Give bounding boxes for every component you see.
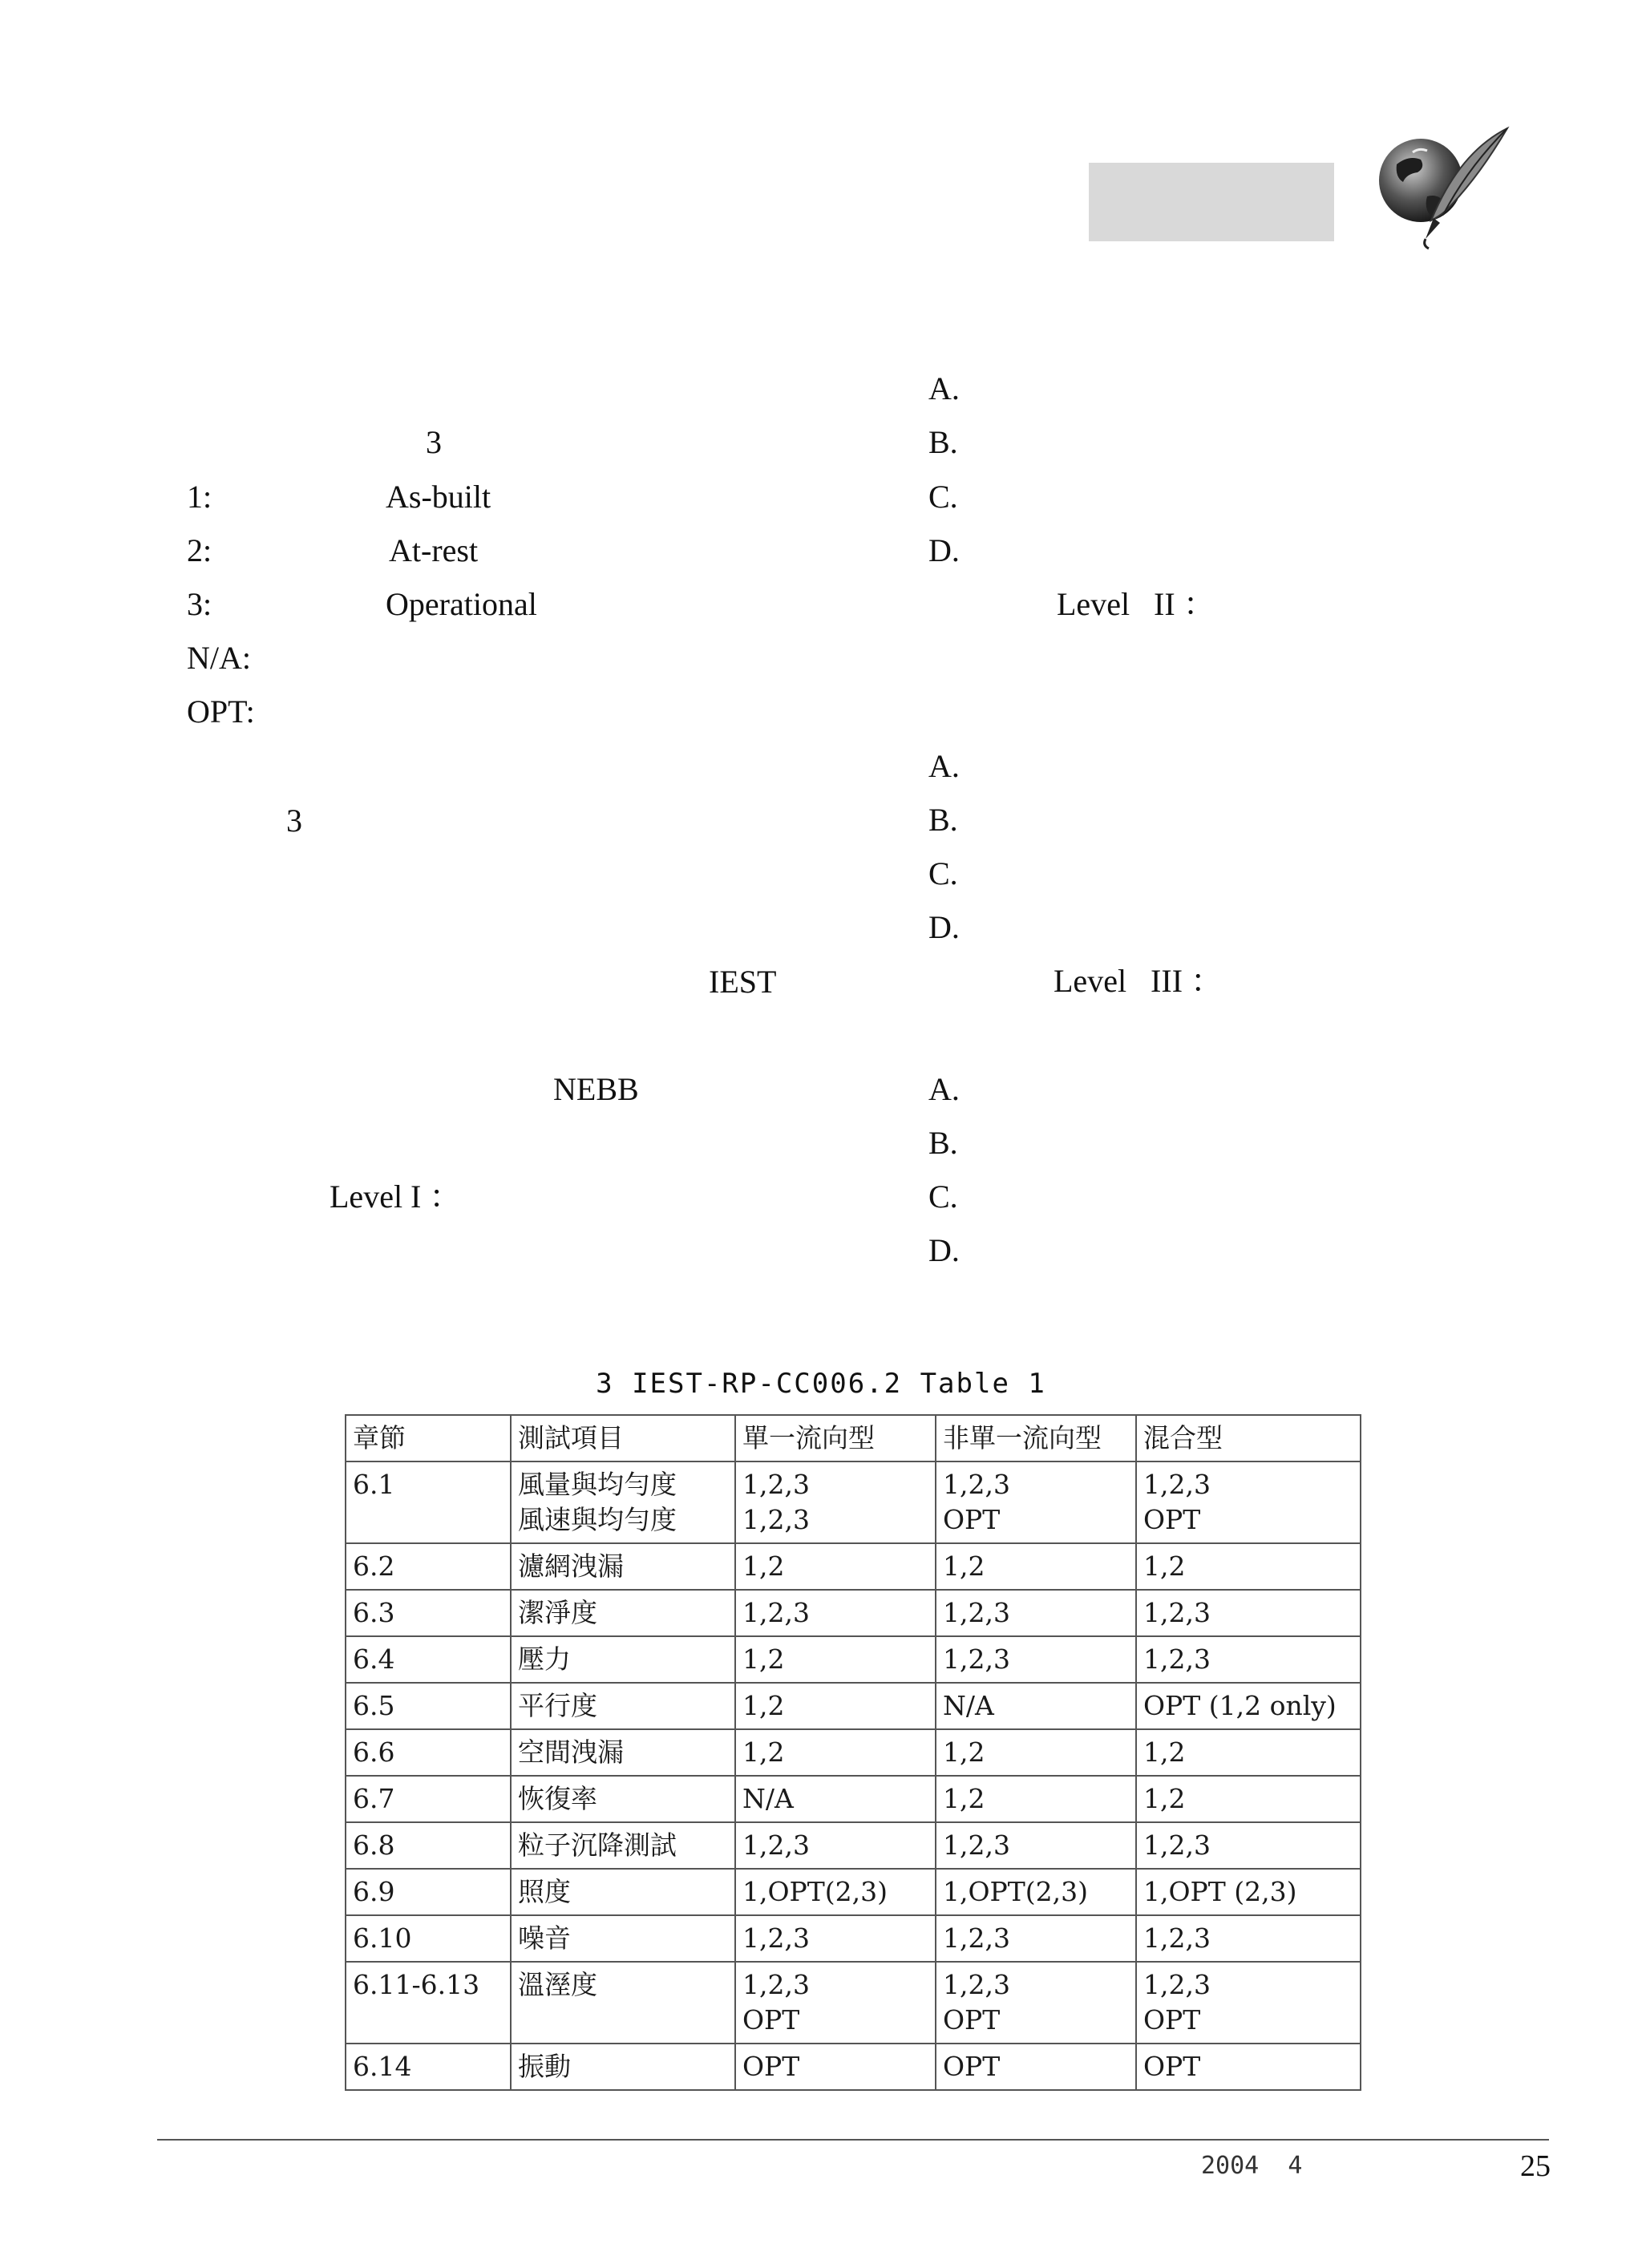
cell-unidirectional — [735, 1636, 936, 1683]
cell-text: OPT — [943, 2004, 1001, 2036]
list-item: B. — [928, 1125, 958, 1161]
cell-non-unidirectional — [936, 1683, 1136, 1729]
globe-quill-icon — [1365, 120, 1517, 257]
cell-mixed — [1136, 1636, 1361, 1683]
header-box — [1089, 163, 1334, 241]
cell-unidirectional — [735, 2044, 936, 2090]
cell-section — [346, 1822, 511, 1869]
cell-text: 6.9 — [353, 1876, 395, 1907]
list-item: C. — [928, 1178, 958, 1215]
column-header-unidirectional: 單一流向型 — [735, 1415, 936, 1461]
cell-text: 1,OPT (2,3) — [1143, 1876, 1297, 1907]
column-header-test-item: 測試項目 — [511, 1415, 735, 1461]
cell-text: 1,2 — [943, 1550, 985, 1582]
cell-mixed — [1136, 1962, 1361, 2044]
cell-text: 1,OPT(2,3) — [742, 1876, 888, 1907]
cell-section — [346, 1962, 511, 2044]
cell-unidirectional — [735, 1590, 936, 1636]
cell-test-item — [511, 1822, 735, 1869]
cell-section — [346, 1869, 511, 1915]
cell-non-unidirectional — [936, 2044, 1136, 2090]
cell-text: OPT — [742, 2051, 800, 2082]
cell-text: 粒子沉降測試 — [518, 1829, 677, 1861]
cell-text: 風量與均勻度 — [518, 1469, 677, 1500]
cell-unidirectional — [735, 1683, 936, 1729]
table-caption: 3 IEST-RP-CC006.2 Table 1 — [596, 1368, 1046, 1400]
footer-date: 2004 4 — [1201, 2152, 1303, 2180]
cell-text: 6.7 — [353, 1783, 395, 1814]
column-header-non-unidirectional: 非單一流向型 — [936, 1415, 1136, 1461]
cell-text: 1,2,3 — [1143, 1643, 1211, 1675]
legend-value-2: At-rest — [389, 532, 479, 568]
table-row — [346, 1543, 1361, 1590]
cell-test-item — [511, 1915, 735, 1962]
cell-unidirectional — [735, 1962, 936, 2044]
cell-text: 照度 — [518, 1876, 571, 1907]
cell-text: N/A — [943, 1690, 994, 1721]
cell-text: OPT — [1143, 2004, 1201, 2036]
cell-test-item — [511, 1683, 735, 1729]
cell-text: 1,2,3 — [943, 1643, 1010, 1675]
cell-text: 6.11-6.13 — [353, 1969, 480, 2000]
table-row — [346, 1915, 1361, 1962]
cell-text: 1,2 — [943, 1783, 985, 1814]
level-1-heading: Level I ： — [330, 1178, 462, 1215]
cell-non-unidirectional — [936, 1869, 1136, 1915]
cell-unidirectional — [735, 1729, 936, 1776]
list-item: A. — [928, 370, 960, 406]
cell-text: OPT — [742, 2004, 800, 2036]
cell-text: 空間洩漏 — [518, 1736, 624, 1768]
test-items-table — [345, 1414, 1361, 2091]
cell-unidirectional — [735, 1461, 936, 1543]
list-item: C. — [928, 855, 958, 891]
column-header-section: 章節 — [346, 1415, 511, 1461]
cell-mixed — [1136, 1590, 1361, 1636]
legend-key-na: N/A: — [187, 640, 251, 676]
cell-non-unidirectional — [936, 1461, 1136, 1543]
cell-text: 6.2 — [353, 1550, 395, 1582]
list-item: B. — [928, 802, 958, 838]
cell-text: 1,2,3 — [742, 1922, 810, 1954]
cell-mixed — [1136, 1461, 1361, 1543]
cell-mixed — [1136, 1683, 1361, 1729]
cell-mixed — [1136, 1869, 1361, 1915]
table-row — [346, 2044, 1361, 2090]
table-row — [346, 1962, 1361, 2044]
legend-key-2: 2: — [187, 532, 212, 568]
cell-test-item — [511, 1461, 735, 1543]
cell-test-item — [511, 1543, 735, 1590]
level-3-heading: Level III ： — [1054, 963, 1223, 999]
cell-text: 1,2 — [742, 1690, 785, 1721]
cell-text: 6.6 — [353, 1736, 395, 1768]
cell-text: 1,2,3 — [1143, 1829, 1211, 1861]
cell-text: 6.3 — [353, 1597, 395, 1628]
list-item: D. — [928, 532, 960, 568]
legend-value-3: Operational — [386, 586, 537, 622]
cell-text: 溫溼度 — [518, 1969, 597, 2000]
page-number: 25 — [1520, 2149, 1551, 2183]
cell-mixed — [1136, 1776, 1361, 1822]
cell-non-unidirectional — [936, 1590, 1136, 1636]
cell-unidirectional — [735, 1543, 936, 1590]
cell-text: 1,OPT(2,3) — [943, 1876, 1088, 1907]
list-item: D. — [928, 909, 960, 945]
legend-value-1: As-built — [386, 479, 491, 515]
cell-test-item — [511, 1776, 735, 1822]
cell-text: 1,2 — [742, 1736, 785, 1768]
cell-non-unidirectional — [936, 1543, 1136, 1590]
table-row — [346, 1590, 1361, 1636]
cell-unidirectional — [735, 1776, 936, 1822]
cell-text: 1,2,3 — [943, 1969, 1010, 2000]
cell-non-unidirectional — [936, 1822, 1136, 1869]
cell-text: 1,2,3 — [742, 1969, 810, 2000]
table-row — [346, 1776, 1361, 1822]
cell-mixed — [1136, 1543, 1361, 1590]
cell-text: 1,2 — [943, 1736, 985, 1768]
cell-test-item — [511, 1962, 735, 2044]
cell-text: OPT — [943, 2051, 1001, 2082]
cell-text: 6.10 — [353, 1922, 412, 1954]
cell-test-item — [511, 1869, 735, 1915]
table-row — [346, 1822, 1361, 1869]
cell-text: 1,2,3 — [1143, 1969, 1211, 2000]
cell-non-unidirectional — [936, 1915, 1136, 1962]
cell-text: 壓力 — [518, 1643, 571, 1675]
cell-test-item — [511, 1636, 735, 1683]
cell-test-item — [511, 2044, 735, 2090]
cell-text: 6.8 — [353, 1829, 395, 1861]
cell-section — [346, 1543, 511, 1590]
cell-mixed — [1136, 1915, 1361, 1962]
cell-text: 1,2 — [742, 1643, 785, 1675]
list-item: A. — [928, 748, 960, 784]
list-item: C. — [928, 479, 958, 515]
table-row — [346, 1729, 1361, 1776]
cell-text: 1,2,3 — [943, 1469, 1010, 1500]
cell-text: 1,2 — [742, 1550, 785, 1582]
list-item: D. — [928, 1232, 960, 1268]
cell-text: 1,2,3 — [943, 1922, 1010, 1954]
cell-text: 6.1 — [353, 1469, 395, 1500]
cell-text: 1,2,3 — [1143, 1597, 1211, 1628]
table-row — [346, 1636, 1361, 1683]
footer-rule — [157, 2139, 1549, 2141]
list-item: A. — [928, 1071, 960, 1107]
legend-key-1: 1: — [187, 479, 212, 515]
cell-text: 6.5 — [353, 1690, 395, 1721]
cell-text: 1,2,3 — [742, 1504, 810, 1535]
cell-text: 濾網洩漏 — [518, 1550, 624, 1582]
cell-section — [346, 1590, 511, 1636]
cell-text: OPT (1,2 only) — [1143, 1690, 1337, 1721]
cell-text: 風速與均勻度 — [518, 1504, 677, 1535]
cell-section — [346, 1683, 511, 1729]
table-header-row — [346, 1415, 1361, 1461]
cell-text: 1,2 — [1143, 1783, 1186, 1814]
cell-text: 1,2,3 — [742, 1597, 810, 1628]
cell-section — [346, 2044, 511, 2090]
iest-text: IEST — [709, 964, 777, 1000]
cell-mixed — [1136, 2044, 1361, 2090]
level-2-heading: Level II ： — [1057, 586, 1215, 622]
cell-text: 恢復率 — [518, 1783, 597, 1814]
table-row — [346, 1683, 1361, 1729]
cell-section — [346, 1776, 511, 1822]
legend-key-opt: OPT: — [187, 693, 255, 730]
cell-text: 振動 — [518, 2051, 571, 2082]
cell-test-item — [511, 1729, 735, 1776]
list-item: B. — [928, 424, 958, 460]
cell-non-unidirectional — [936, 1962, 1136, 2044]
cell-text: 6.14 — [353, 2051, 412, 2082]
cell-non-unidirectional — [936, 1776, 1136, 1822]
cell-unidirectional — [735, 1869, 936, 1915]
legend-key-3: 3: — [187, 586, 212, 622]
table-row — [346, 1461, 1361, 1543]
cell-section — [346, 1636, 511, 1683]
cell-unidirectional — [735, 1915, 936, 1962]
cell-text: N/A — [742, 1783, 794, 1814]
cell-mixed — [1136, 1729, 1361, 1776]
cell-non-unidirectional — [936, 1729, 1136, 1776]
cell-text: 平行度 — [518, 1690, 597, 1721]
cell-text: 1,2 — [1143, 1550, 1186, 1582]
cell-text: 1,2,3 — [1143, 1922, 1211, 1954]
cell-text: 1,2,3 — [943, 1829, 1010, 1861]
cell-unidirectional — [735, 1822, 936, 1869]
cell-non-unidirectional — [936, 1636, 1136, 1683]
cell-mixed — [1136, 1822, 1361, 1869]
cell-text: 1,2,3 — [742, 1469, 810, 1500]
cell-text: 1,2 — [1143, 1736, 1186, 1768]
cell-text: OPT — [1143, 2051, 1201, 2082]
table-row — [346, 1869, 1361, 1915]
globe-quill-logo — [1365, 120, 1517, 257]
cell-text: OPT — [943, 1504, 1001, 1535]
nebb-text: NEBB — [553, 1071, 639, 1107]
figure-reference: 3 — [286, 802, 302, 839]
cell-test-item — [511, 1590, 735, 1636]
cell-text: OPT — [1143, 1504, 1201, 1535]
cell-section — [346, 1915, 511, 1962]
column-header-mixed: 混合型 — [1136, 1415, 1361, 1461]
cell-section — [346, 1461, 511, 1543]
figure-reference: 3 — [426, 424, 442, 460]
cell-text: 6.4 — [353, 1643, 395, 1675]
cell-text: 1,2,3 — [742, 1829, 810, 1861]
cell-text: 1,2,3 — [1143, 1469, 1211, 1500]
cell-text: 噪音 — [518, 1922, 571, 1954]
cell-text: 潔淨度 — [518, 1597, 597, 1628]
cell-text: 1,2,3 — [943, 1597, 1010, 1628]
cell-section — [346, 1729, 511, 1776]
